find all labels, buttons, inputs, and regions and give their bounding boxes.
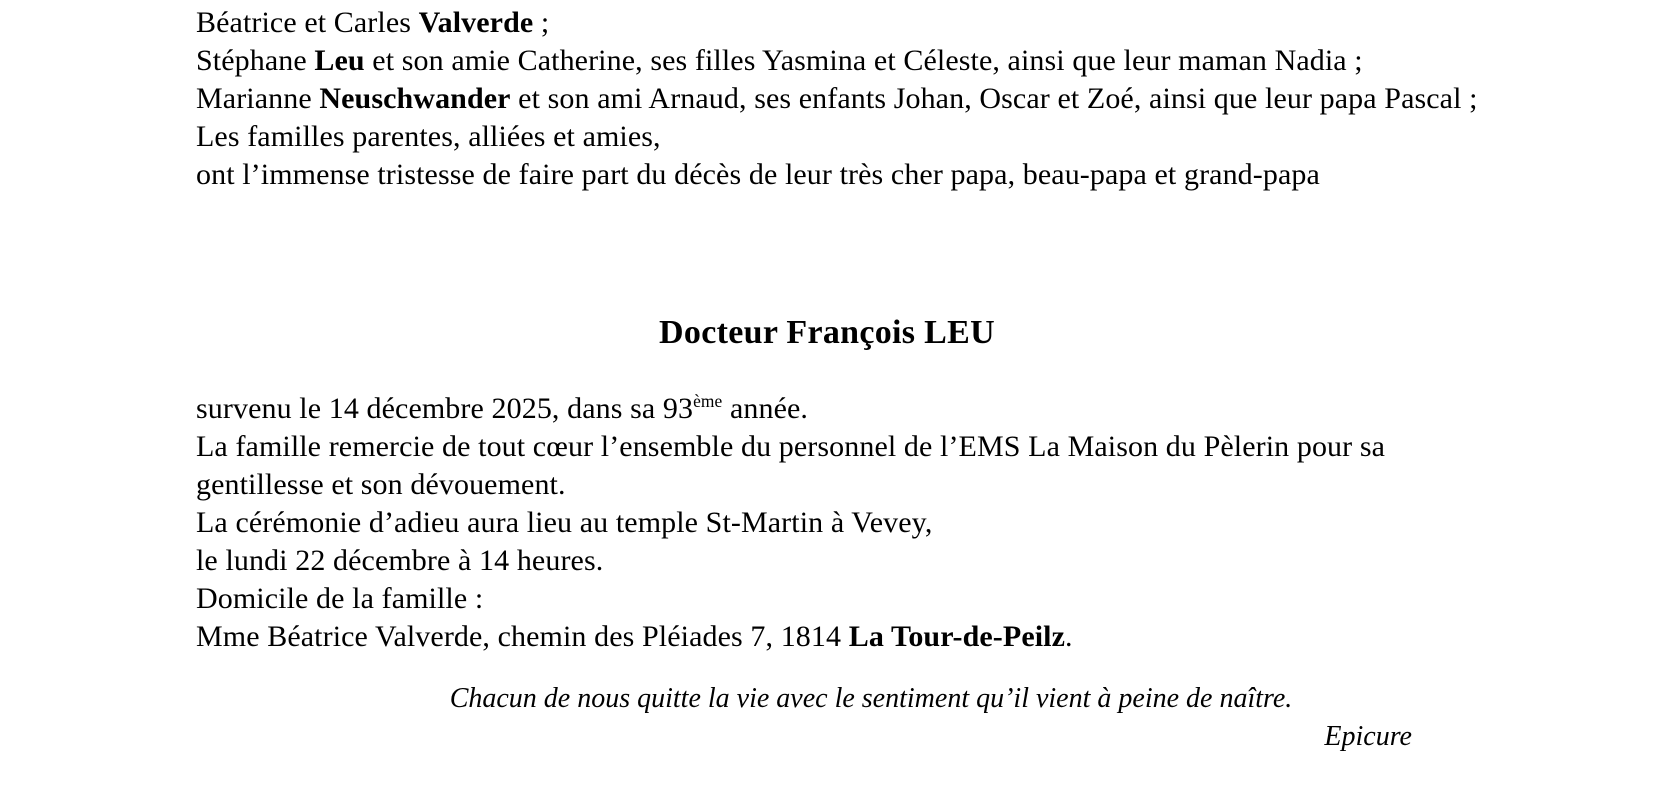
line-valverde: Béatrice et Carles Valverde ; bbox=[196, 6, 550, 39]
detail-lines bbox=[196, 390, 1486, 656]
deceased-name: Docteur François LEU bbox=[659, 314, 995, 351]
line-date-deces: survenu le 14 décembre 2025, dans sa 93ème année. bbox=[196, 391, 809, 425]
quote-text: Chacun de nous quitte la vie avec le sentiment qu’il vient à peine de naître. bbox=[449, 683, 1293, 714]
line-neuschwander: Marianne Neuschwander et son ami Arnaud, ses enfants Johan, Oscar et Zoé, ainsi que leur papa Pascal ; bbox=[196, 82, 1478, 115]
family-announcement-block bbox=[196, 4, 1486, 194]
line-ceremonie: La cérémonie d’adieu aura lieu au temple St-Martin à Vevey, bbox=[196, 506, 933, 539]
line-remerciement: La famille remercie de tout cœur l’ensemble du personnel de l’EMS La Maison du Pèlerin pour sa gentillesse et son dévouement. bbox=[196, 430, 1393, 501]
family-lines bbox=[196, 4, 1486, 194]
line-annonce: ont l’immense tristesse de faire part du décès de leur très cher papa, beau-papa et grand-papa bbox=[196, 158, 1320, 191]
quote-author: Epicure bbox=[1324, 721, 1412, 752]
line-horaire: le lundi 22 décembre à 14 heures. bbox=[196, 544, 604, 577]
line-familles: Les familles parentes, alliées et amies, bbox=[196, 120, 661, 153]
funeral-details-block bbox=[196, 390, 1486, 656]
line-adresse: Mme Béatrice Valverde, chemin des Pléiades 7, 1814 La Tour-de-Peilz. bbox=[196, 620, 1073, 653]
line-leu: Stéphane Leu et son amie Catherine, ses filles Yasmina et Céleste, ainsi que leur maman Nadia ; bbox=[196, 44, 1363, 77]
epitaph-quote bbox=[196, 680, 1486, 756]
line-domicile-label: Domicile de la famille : bbox=[196, 582, 484, 615]
